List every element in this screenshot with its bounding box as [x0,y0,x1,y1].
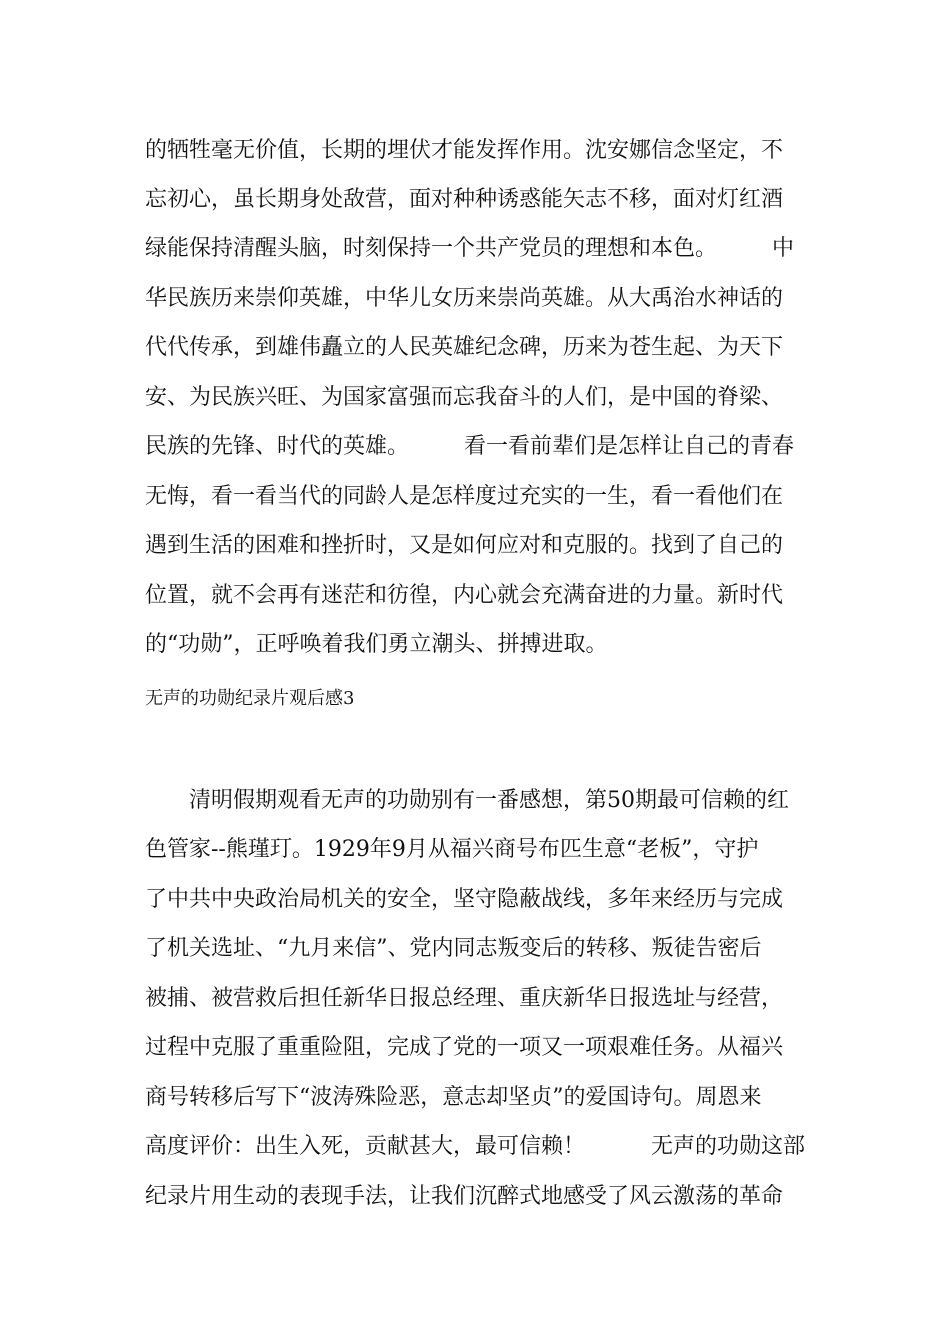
section-heading: 无声的功勋纪录片观后感3 [145,688,355,709]
body-text-line: 清明假期观看无声的功勋别有一番感想，第50期最可信赖的红 [145,788,789,813]
body-text-line: 商号转移后写下“波涛殊险恶，意志却坚贞”的爱国诗句。周恩来 [145,1085,762,1110]
body-text-line: 华民族历来崇仰英雄，中华儿女历来崇尚英雄。从大禹治水神话的 [145,286,784,311]
body-text-line: 代代传承，到雄伟矗立的人民英雄纪念碑，历来为苍生起、为天下 [145,335,784,360]
body-text-line: 被捕、被营救后担任新华日报总经理、重庆新华日报选址与经营， [145,986,784,1011]
body-text-line: 忘初心，虽长期身处敌营，面对种种诱惑能矢志不移，面对灯红酒 [145,187,784,212]
body-text-line: 安、为民族兴旺、为国家富强而忘我奋斗的人们，是中国的脊梁、 [145,385,784,410]
body-text-line: 遇到生活的困难和挫折时，又是如何应对和克服的。找到了自己的 [145,533,784,558]
body-text-line: 的牺牲毫无价值，长期的埋伏才能发挥作用。沈安娜信念坚定，不 [145,138,784,163]
body-text-line: 了机关选址、“九月来信”、党内同志叛变后的转移、叛徒告密后 [145,936,762,961]
body-text-line: 了中共中央政治局机关的安全，坚守隐蔽战线，多年来经历与完成 [145,887,784,912]
body-text-line: 民族的先锋、时代的英雄。 看一看前辈们是怎样让自己的青春 [145,434,795,459]
body-text-line: 无悔，看一看当代的同龄人是怎样度过充实的一生，看一看他们在 [145,484,784,509]
body-text-line: 绿能保持清醒头脑，时刻保持一个共产党员的理想和本色。 中 [145,236,795,261]
body-text-line: 的“功勋”，正呼唤着我们勇立潮头、拼搏进取。 [145,632,608,657]
body-text-line: 过程中克服了重重险阻，完成了党的一项又一项艰难任务。从福兴 [145,1035,784,1060]
body-text-line: 纪录片用生动的表现手法，让我们沉醉式地感受了风云激荡的革命 [145,1184,784,1209]
body-text-line: 高度评价：出生入死，贡献甚大，最可信赖！ 无声的功勋这部 [145,1134,806,1159]
body-text-line: 位置，就不会再有迷茫和彷徨，内心就会充满奋进的力量。新时代 [145,583,784,608]
body-text-line: 色管家--熊瑾玎。1929年9月从福兴商号布匹生意“老板”，守护 [145,837,759,862]
